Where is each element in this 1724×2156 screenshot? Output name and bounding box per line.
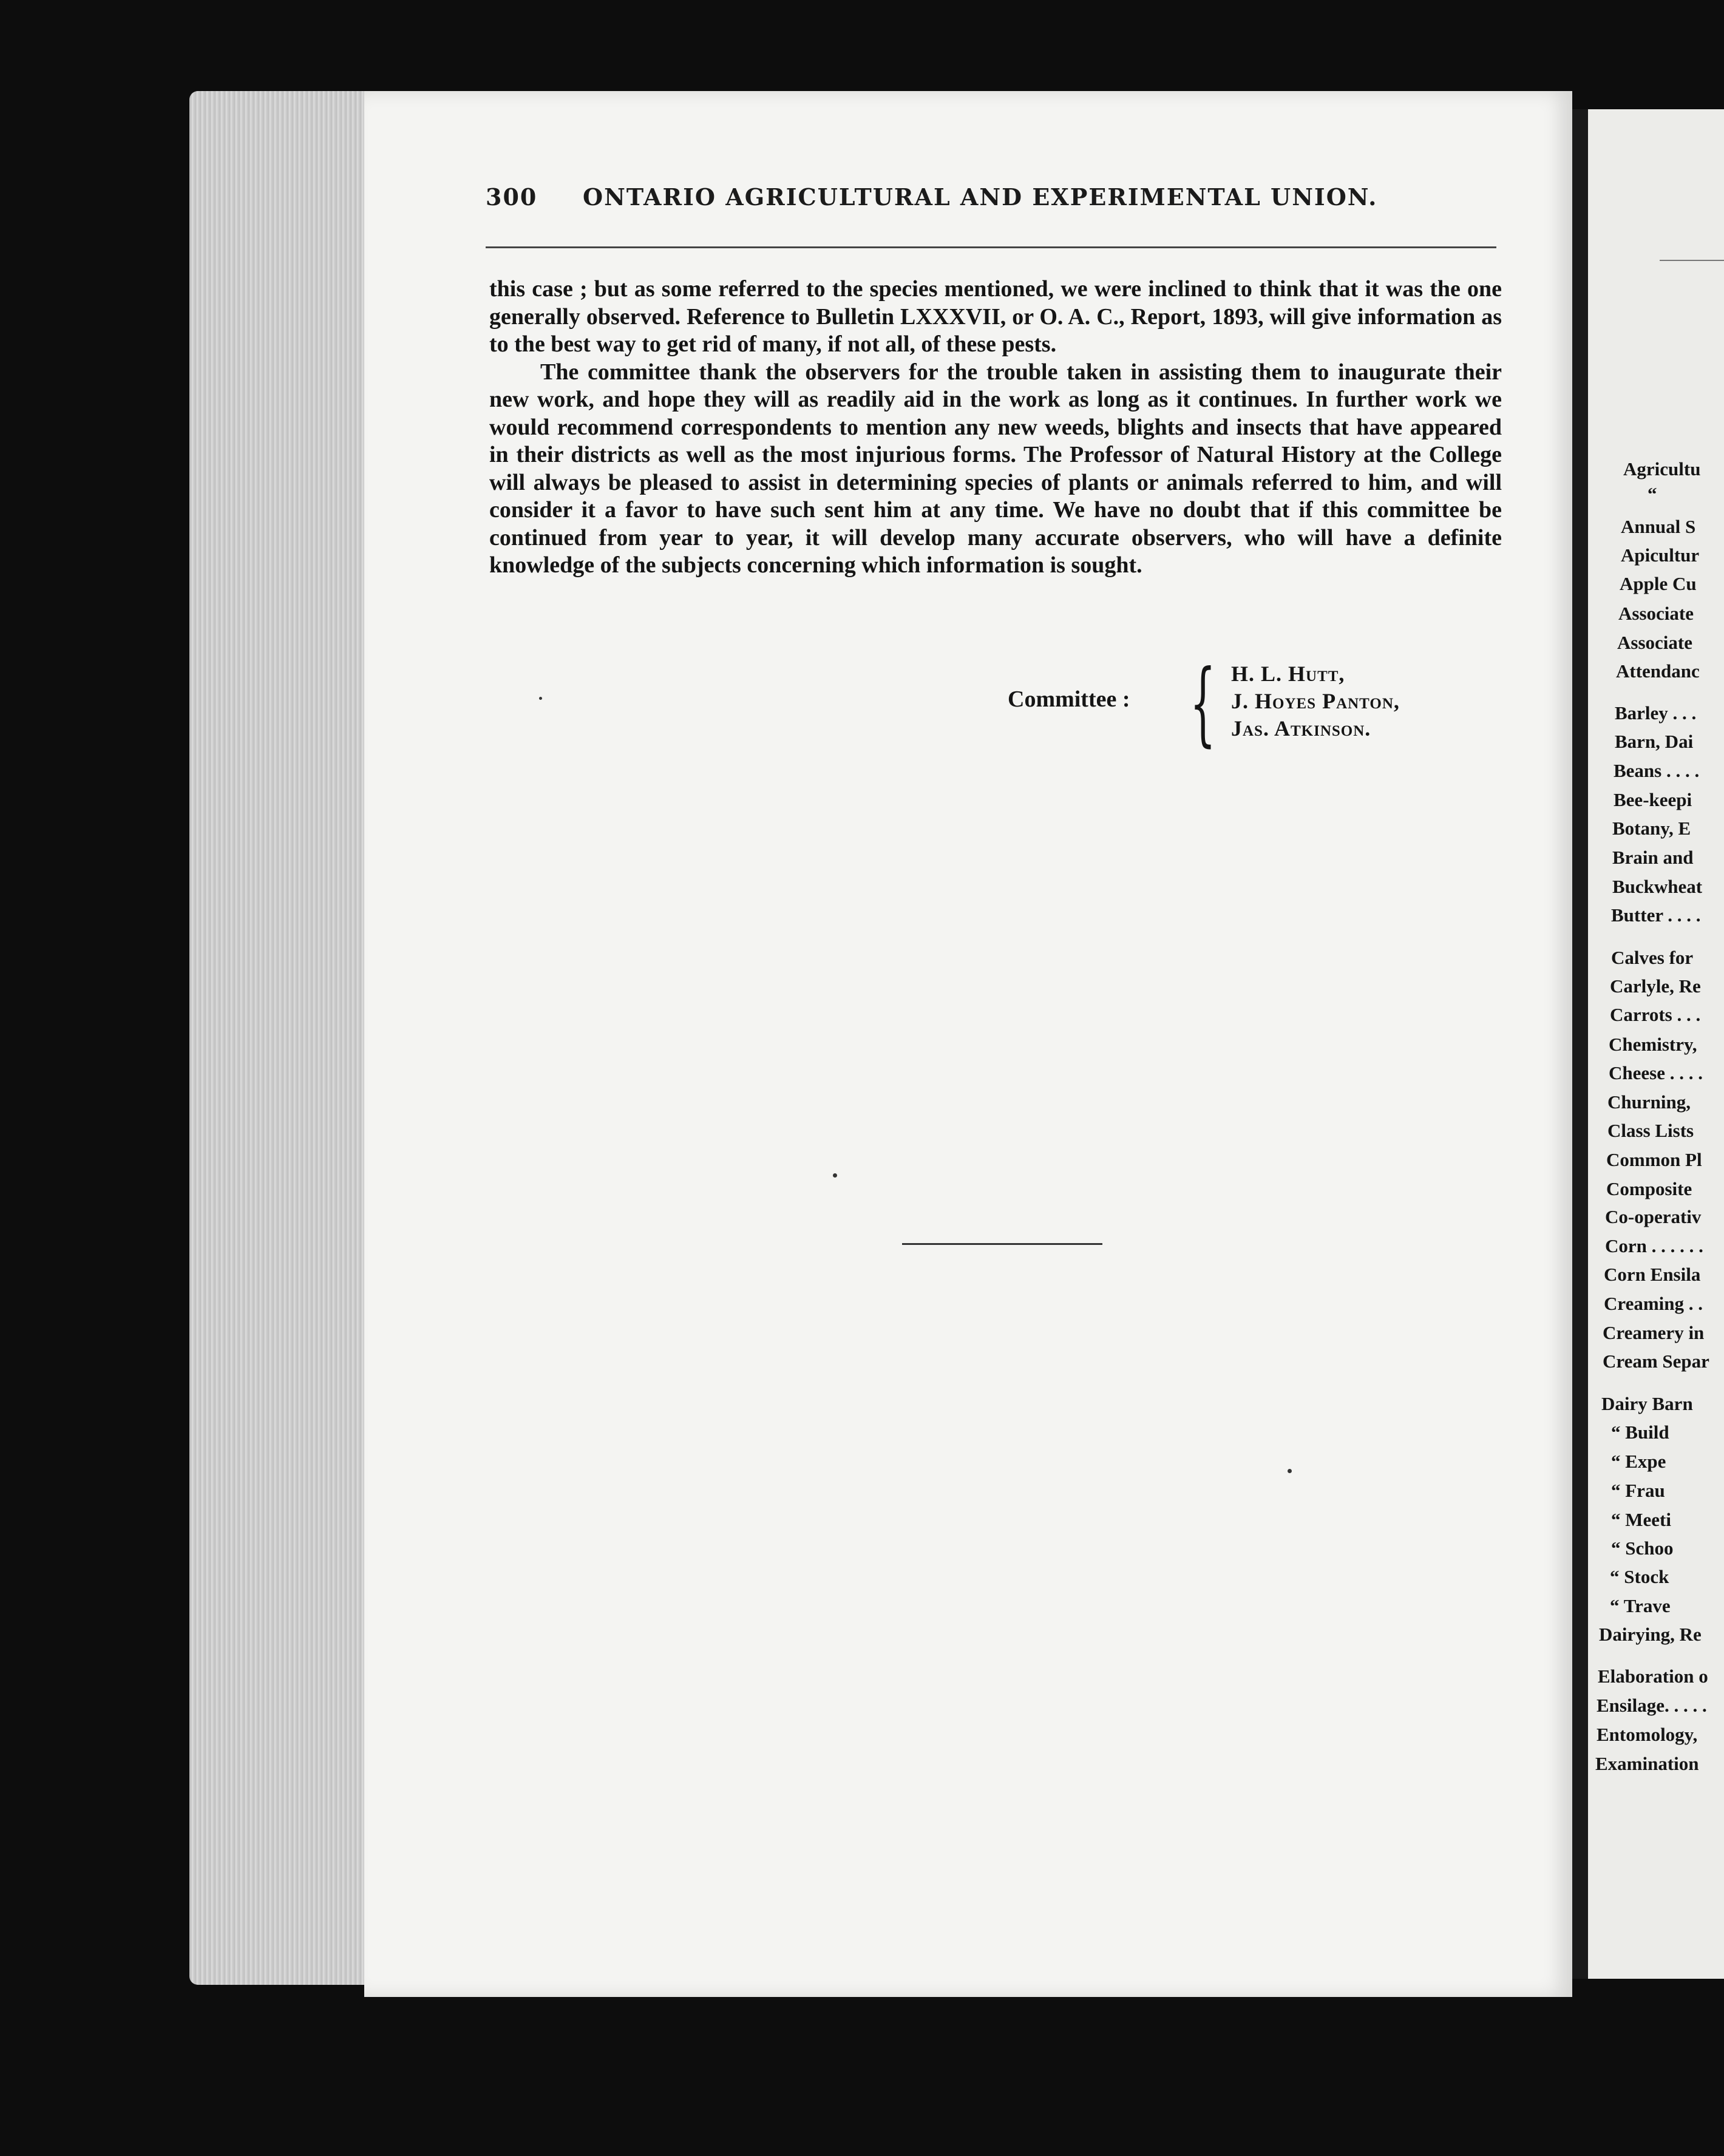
index-entry: “ xyxy=(1648,483,1657,504)
index-entry: Bee-keepi xyxy=(1614,789,1692,810)
section-end-rule xyxy=(902,1243,1102,1245)
index-entry: Corn Ensila xyxy=(1604,1264,1701,1285)
index-entry: “ Schoo xyxy=(1611,1537,1674,1559)
index-entry: “ Trave xyxy=(1610,1595,1671,1616)
running-header xyxy=(486,183,1499,211)
index-entry: Barley . . . xyxy=(1615,702,1697,724)
running-title: ONTARIO AGRICULTURAL AND EXPERIMENTAL UNION. xyxy=(583,183,1378,211)
index-entry: Dairying, Re xyxy=(1599,1624,1702,1645)
speck xyxy=(539,697,542,700)
index-entry: Entomology, xyxy=(1597,1724,1698,1745)
book-page-edges xyxy=(189,91,378,1985)
index-entry: Brain and xyxy=(1612,847,1694,868)
brace: { xyxy=(1190,651,1216,756)
index-entry: Cheese . . . . xyxy=(1609,1062,1703,1083)
header-rule xyxy=(486,246,1496,248)
index-entry: Annual S xyxy=(1621,516,1696,537)
index-entry: Butter . . . . xyxy=(1611,904,1701,926)
index-entry: Elaboration o xyxy=(1598,1666,1708,1687)
committee-label: Committee : xyxy=(1008,686,1130,712)
index-entry: Churning, xyxy=(1607,1091,1691,1113)
index-entry: Chemistry, xyxy=(1609,1034,1697,1055)
index-entry: Cream Separ xyxy=(1603,1351,1709,1372)
index-entry: Associate xyxy=(1617,632,1692,653)
index-entry: Composite xyxy=(1606,1178,1692,1199)
index-entry: Calves for xyxy=(1611,947,1694,968)
index-entry: Carlyle, Re xyxy=(1610,975,1701,997)
committee-member: H. L. Hutt, xyxy=(1231,662,1345,686)
index-entry: Ensilage. . . . . xyxy=(1597,1695,1707,1716)
index-entry: Agricultu xyxy=(1623,458,1701,480)
body-text xyxy=(489,276,1502,580)
index-entry: “ Frau xyxy=(1611,1480,1665,1501)
index-entry: Co-operativ xyxy=(1605,1206,1702,1227)
committee-signature xyxy=(1008,651,1554,756)
index-entry: “ Meeti xyxy=(1611,1509,1671,1530)
index-entry: “ Expe xyxy=(1611,1451,1666,1472)
paragraph: The committee thank the observers for the trouble taken in assisting them to inaugurate their new work, and hope they will as readily aid in the work as long as it continues. In further work we would recommend correspondents to mention any new weeds, blights and insects that have appeared in their districts as well as the most injurious forms. The Professor of Natural History at the College will always be pleased to assist in determining species of plants or animals referred to him, and will consider it a favor to have such sent him at any time. We have no doubt that if this committee be continued from year to year, it will develop many accurate observers, who will have a definite knowledge of the subjects concerning which information is sought. xyxy=(489,359,1502,578)
speck xyxy=(1288,1469,1292,1473)
index-entry: Creamery in xyxy=(1603,1322,1705,1343)
index-entry: Beans . . . . xyxy=(1614,760,1700,781)
committee-members xyxy=(1231,660,1400,742)
index-entry: Dairy Barn xyxy=(1601,1393,1693,1414)
paragraph: this case ; but as some referred to the species mentioned, we were inclined to think that it was the one generally observed. Reference to Bulletin LXXXVII, or O. A. C., Report, 1893, will give information as to the best way to get rid of many, if not all, of these pests. xyxy=(489,276,1502,357)
committee-member: Jas. Atkinson. xyxy=(1231,716,1371,741)
speck xyxy=(833,1173,837,1178)
index-entry: Apple Cu xyxy=(1620,573,1697,594)
index-rule xyxy=(1660,260,1724,261)
index-entry: Botany, E xyxy=(1612,818,1691,839)
committee-member: J. Hoyes Panton, xyxy=(1231,689,1400,713)
index-entry: Apicultur xyxy=(1621,544,1700,566)
index-entry: Carrots . . . xyxy=(1610,1004,1701,1025)
index-entry: Barn, Dai xyxy=(1615,731,1694,752)
index-entry: Creaming . . xyxy=(1604,1293,1703,1314)
page-number: 300 xyxy=(486,183,538,211)
index-entry: Attendanc xyxy=(1616,660,1700,682)
index-entry: “ Stock xyxy=(1610,1566,1669,1587)
index-entry: Corn . . . . . . xyxy=(1605,1235,1703,1256)
index-entry: “ Build xyxy=(1611,1422,1669,1443)
index-entry: Associate xyxy=(1618,603,1694,624)
index-entry: Common Pl xyxy=(1606,1149,1702,1170)
index-entry: Buckwheat xyxy=(1612,876,1703,897)
index-entry: Class Lists xyxy=(1607,1120,1694,1141)
index-entry: Examination xyxy=(1595,1753,1699,1774)
adjacent-index-page xyxy=(1572,109,1724,1979)
